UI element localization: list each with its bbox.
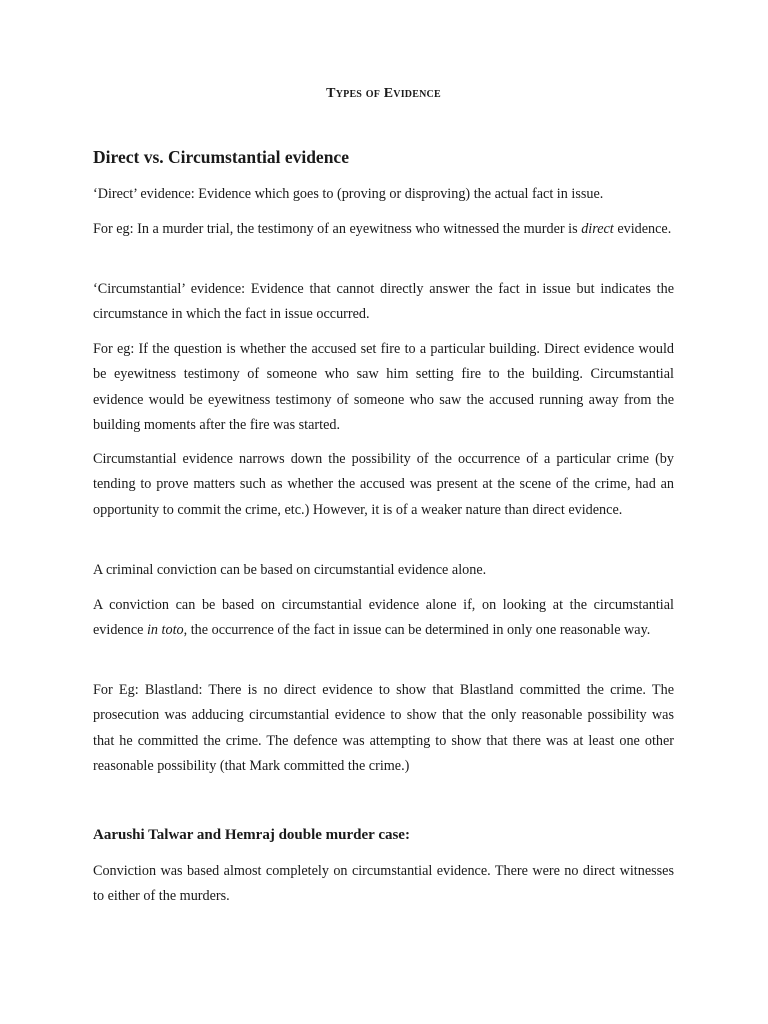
emphasis-text: in toto <box>146 622 184 639</box>
emphasis-text: direct <box>581 221 614 237</box>
document-title: Types of Evidence <box>326 86 441 101</box>
paragraph-blastland-example: For Eg: Blastland: There is no direct evidence to show that Blastland committed the crime. The prosecution was adducing circumstantial evidence to show that the only reasonable possibility was that he committed the crime. The defence was attempting to show that there was at least one other reasonable possibility (that Mark committed the crime.) <box>93 682 674 774</box>
paragraph-text: For eg: In a murder trial, the testimony of an eyewitness who witnessed the murder is <box>93 221 582 237</box>
paragraph-circumstantial-definition: ‘Circumstantial’ evidence: Evidence that cannot directly answer the fact in issue but indicates the circumstance in which the fact in issue occurred. <box>93 281 674 323</box>
paragraph-aarushi-case: Conviction was based almost completely on circumstantial evidence. There were no direct witnesses to either of the murders. <box>93 863 674 905</box>
section-heading-aarushi-case: Aarushi Talwar and Hemraj double murder case: <box>93 827 410 843</box>
paragraph-direct-definition: ‘Direct’ evidence: Evidence which goes to (proving or disproving) the actual fact in issue. <box>93 186 604 202</box>
paragraph-text: A conviction can be based on circumstantial evidence alone if, on looking at the circumstantial evidence <box>93 597 674 639</box>
paragraph-criminal-conviction: A criminal conviction can be based on circumstantial evidence alone. <box>93 562 487 578</box>
paragraph-circumstantial-nature: Circumstantial evidence narrows down the possibility of the occurrence of a particular crime (by tending to prove matters such as whether the accused was present at the scene of the crime, had an opportunity to commit the crime, etc.) However, it is of a weaker nature than direct evidence. <box>93 451 674 518</box>
paragraph-direct-example <box>93 217 674 242</box>
paragraph-circumstantial-example: For eg: If the question is whether the accused set fire to a particular building. Direct evidence would be eyewitness testimony of someone who saw him setting fire to the building. Circumstantial evidence would be eyewitness testimony of someone who saw the accused running away from the building moments after the fire was started. <box>93 341 674 433</box>
paragraph-conviction-in-toto <box>93 593 674 644</box>
paragraph-text: evidence. <box>613 221 672 237</box>
section-heading-direct-vs-circumstantial: Direct vs. Circumstantial evidence <box>93 147 349 167</box>
paragraph-text: , the occurrence of the fact in issue can be determined in only one reasonable way. <box>183 622 651 639</box>
